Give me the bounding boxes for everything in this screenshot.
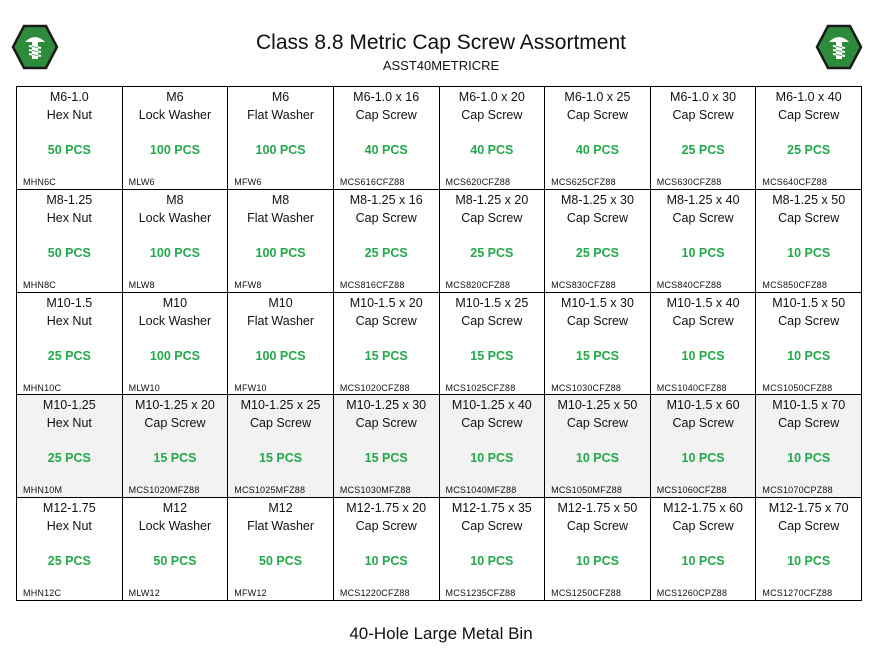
part-quantity: 10 PCS: [787, 245, 831, 260]
part-size: M12-1.75 x 35: [451, 501, 532, 516]
part-type: Cap Screw: [461, 210, 523, 225]
part-type: Hex Nut: [46, 210, 92, 225]
bin-cell: [545, 498, 651, 601]
bin-cell: [545, 87, 651, 190]
part-quantity: 100 PCS: [149, 143, 200, 157]
part-quantity: 10 PCS: [787, 554, 831, 569]
bin-cell: [440, 190, 546, 293]
part-number: MCS625CFZ88: [551, 177, 616, 187]
part-quantity: 25 PCS: [47, 554, 91, 569]
part-number: MCS620CFZ88: [445, 177, 511, 187]
part-size: M10-1.5 x 40: [666, 295, 740, 310]
part-quantity: 25 PCS: [364, 245, 408, 260]
part-type: Cap Screw: [355, 210, 417, 225]
part-quantity: 10 PCS: [364, 554, 408, 569]
part-size: M8-1.25 x 30: [560, 192, 634, 207]
part-type: Cap Screw: [672, 210, 734, 225]
bin-cell: [756, 293, 862, 396]
part-size: M10-1.5 x 70: [772, 398, 846, 413]
bin-cell: [228, 395, 334, 498]
part-size: M6-1.0: [49, 90, 89, 104]
part-quantity: 25 PCS: [681, 143, 725, 157]
part-number: MCS1030CFZ88: [551, 382, 622, 393]
part-size: M10-1.25 x 20: [134, 398, 215, 413]
part-size: M6: [271, 90, 290, 104]
part-quantity: 10 PCS: [470, 451, 514, 466]
part-number: MCS1030MFZ88: [339, 485, 411, 496]
part-size: M10-1.5 x 25: [455, 295, 529, 310]
part-quantity: 10 PCS: [681, 348, 725, 363]
part-size: M10: [162, 295, 188, 310]
part-size: M8-1.25 x 50: [772, 192, 846, 207]
part-type: Cap Screw: [566, 108, 628, 122]
part-type: Lock Washer: [138, 108, 212, 122]
part-type: Hex Nut: [46, 313, 92, 328]
part-type: Hex Nut: [46, 519, 92, 534]
part-number: MCS616CFZ88: [339, 177, 405, 187]
part-number: MCS820CFZ88: [445, 279, 511, 290]
part-size: M12-1.75 x 20: [346, 501, 427, 516]
part-type: Cap Screw: [778, 416, 840, 431]
bin-cell: [228, 87, 334, 190]
part-size: M10-1.25 x 50: [557, 398, 638, 413]
part-type: Cap Screw: [566, 416, 628, 431]
part-quantity: 50 PCS: [47, 245, 91, 260]
part-quantity: 25 PCS: [787, 143, 831, 157]
part-size: M12-1.75 x 70: [768, 501, 849, 516]
bin-grid: [16, 86, 862, 601]
part-quantity: 15 PCS: [470, 348, 514, 363]
part-size: M6-1.0 x 30: [670, 90, 737, 104]
bin-cell: [651, 293, 757, 396]
part-size: M12-1.75 x 60: [663, 501, 744, 516]
bin-cell: [334, 498, 440, 601]
part-size: M10-1.5: [46, 295, 93, 310]
part-type: Flat Washer: [247, 313, 315, 328]
part-number: MCS1020CFZ88: [339, 382, 410, 393]
bin-cell: [334, 87, 440, 190]
part-quantity: 100 PCS: [255, 143, 306, 157]
bin-cell: [123, 498, 229, 601]
part-size: M10-1.25 x 25: [240, 398, 321, 413]
bin-cell: [651, 498, 757, 601]
part-number: MCS1220CFZ88: [339, 588, 410, 599]
part-type: Cap Screw: [566, 313, 628, 328]
part-quantity: 100 PCS: [255, 348, 306, 363]
part-number: MCS1235CFZ88: [445, 588, 516, 599]
part-size: M10-1.25 x 40: [451, 398, 532, 413]
part-number: MLW8: [128, 279, 155, 290]
bin-cell: [17, 293, 123, 396]
bin-cell: [17, 87, 123, 190]
part-number: MLW10: [128, 382, 160, 393]
part-size: M8-1.25: [46, 192, 93, 207]
part-number: MHN10C: [23, 382, 62, 393]
part-size: M10-1.25: [42, 398, 96, 413]
bin-cell: [228, 498, 334, 601]
part-quantity: 10 PCS: [681, 451, 725, 466]
part-quantity: 50 PCS: [153, 554, 197, 569]
part-number: MCS1270CFZ88: [762, 588, 833, 599]
part-number: MLW12: [128, 588, 160, 599]
part-type: Cap Screw: [461, 108, 523, 122]
part-quantity: 25 PCS: [470, 245, 514, 260]
part-quantity: 100 PCS: [255, 245, 306, 260]
part-size: M12-1.75 x 50: [557, 501, 638, 516]
bin-cell: [334, 395, 440, 498]
part-size: M10-1.5 x 20: [349, 295, 423, 310]
part-number: MCS816CFZ88: [339, 279, 405, 290]
part-size: M12: [162, 501, 188, 516]
part-quantity: 10 PCS: [575, 554, 619, 569]
part-size: M12-1.75: [42, 501, 96, 516]
part-quantity: 15 PCS: [575, 348, 619, 363]
footer-caption: 40-Hole Large Metal Bin: [349, 624, 533, 643]
part-number: MCS1020MFZ88: [128, 485, 200, 496]
part-quantity: 10 PCS: [575, 451, 619, 466]
part-size: M6-1.0 x 40: [775, 90, 842, 104]
bin-cell: [756, 395, 862, 498]
assortment-code: ASST40METRICRE: [382, 58, 500, 73]
part-type: Cap Screw: [778, 108, 840, 122]
part-quantity: 10 PCS: [470, 554, 514, 569]
bin-cell: [123, 87, 229, 190]
part-number: MCS1025CFZ88: [445, 382, 516, 393]
bin-cell: [545, 293, 651, 396]
part-number: MCS1040CFZ88: [656, 382, 727, 393]
part-number: MCS1070CPZ88: [762, 485, 833, 496]
bin-cell: [545, 395, 651, 498]
part-quantity: 25 PCS: [575, 245, 619, 260]
part-size: M8-1.25 x 40: [666, 192, 740, 207]
page-title: Class 8.8 Metric Cap Screw Assortment: [256, 31, 626, 54]
part-type: Flat Washer: [247, 108, 315, 122]
bin-cell: [334, 293, 440, 396]
part-size: M8: [166, 192, 184, 207]
part-size: M6: [166, 90, 184, 104]
part-number: MCS640CFZ88: [762, 177, 828, 187]
part-number: MCS1050MFZ88: [551, 485, 623, 496]
part-number: MHN12C: [23, 588, 62, 599]
part-type: Cap Screw: [778, 210, 840, 225]
part-number: MCS1050CFZ88: [762, 382, 833, 393]
part-number: MCS1250CFZ88: [551, 588, 622, 599]
part-type: Cap Screw: [461, 313, 523, 328]
bin-cell: [756, 87, 862, 190]
part-size: M12: [268, 501, 293, 516]
part-quantity: 25 PCS: [47, 451, 91, 466]
part-number: MCS1040MFZ88: [445, 485, 517, 496]
part-size: M10: [268, 295, 293, 310]
part-size: M6-1.0 x 20: [458, 90, 525, 104]
part-size: M8-1.25 x 16: [349, 192, 423, 207]
part-size: M10-1.25 x 30: [346, 398, 427, 413]
bin-cell: [440, 87, 546, 190]
bin-cell: [440, 293, 546, 396]
part-type: Cap Screw: [461, 416, 523, 431]
part-type: Cap Screw: [249, 416, 312, 431]
bin-cell: [17, 395, 123, 498]
part-size: M6-1.0 x 25: [564, 90, 631, 104]
bin-cell: [756, 190, 862, 293]
part-number: MFW12: [234, 588, 267, 599]
part-type: Cap Screw: [355, 108, 417, 122]
part-number: MCS830CFZ88: [551, 279, 616, 290]
part-number: MCS1025MFZ88: [234, 485, 306, 496]
bin-cell: [756, 498, 862, 601]
part-quantity: 100 PCS: [149, 245, 200, 260]
part-number: MLW6: [128, 177, 155, 187]
part-quantity: 15 PCS: [364, 348, 408, 363]
part-number: MFW8: [234, 279, 262, 290]
part-quantity: 100 PCS: [149, 348, 200, 363]
part-quantity: 15 PCS: [153, 451, 197, 466]
bin-cell: [228, 293, 334, 396]
part-number: MHN8C: [23, 279, 57, 290]
part-number: MCS1060CFZ88: [656, 485, 727, 496]
part-type: Cap Screw: [672, 416, 734, 431]
part-type: Cap Screw: [355, 313, 417, 328]
bin-cell: [334, 190, 440, 293]
part-type: Hex Nut: [46, 108, 92, 122]
part-type: Cap Screw: [355, 416, 417, 431]
part-quantity: 10 PCS: [787, 451, 831, 466]
part-size: M8: [271, 192, 290, 207]
part-type: Cap Screw: [461, 519, 523, 534]
part-size: M10-1.5 x 30: [560, 295, 634, 310]
bin-cell: [123, 395, 229, 498]
bin-cell: [123, 190, 229, 293]
part-type: Lock Washer: [138, 313, 212, 328]
bin-cell: [228, 190, 334, 293]
part-type: Cap Screw: [672, 519, 734, 534]
part-size: M10-1.5 x 50: [772, 295, 846, 310]
part-type: Cap Screw: [778, 313, 840, 328]
part-type: Cap Screw: [672, 313, 734, 328]
bin-cell: [545, 190, 651, 293]
bin-cell: [440, 498, 546, 601]
part-size: M8-1.25 x 20: [455, 192, 529, 207]
part-type: Flat Washer: [247, 519, 315, 534]
bin-cell: [123, 293, 229, 396]
part-type: Lock Washer: [138, 519, 212, 534]
bin-cell: [651, 395, 757, 498]
part-quantity: 15 PCS: [364, 451, 408, 466]
part-number: MCS850CFZ88: [762, 279, 828, 290]
bin-cell: [651, 87, 757, 190]
part-number: MHN10M: [23, 485, 63, 496]
part-quantity: 10 PCS: [787, 348, 831, 363]
part-quantity: 25 PCS: [47, 348, 91, 363]
bin-cell: [17, 190, 123, 293]
part-size: M6-1.0 x 16: [353, 90, 420, 104]
bin-cell: [651, 190, 757, 293]
part-number: MCS630CFZ88: [656, 177, 722, 187]
part-number: MCS840CFZ88: [656, 279, 722, 290]
part-type: Cap Screw: [672, 108, 734, 122]
part-type: Hex Nut: [46, 416, 92, 431]
part-number: MHN6C: [23, 177, 57, 187]
part-quantity: 10 PCS: [681, 245, 725, 260]
bin-cell: [17, 498, 123, 601]
part-quantity: 10 PCS: [681, 554, 725, 569]
part-quantity: 40 PCS: [470, 143, 514, 157]
part-type: Flat Washer: [247, 210, 315, 225]
part-type: Lock Washer: [138, 210, 212, 225]
part-number: MFW10: [234, 382, 267, 393]
part-quantity: 50 PCS: [259, 554, 303, 569]
part-quantity: 40 PCS: [364, 143, 408, 157]
part-type: Cap Screw: [566, 519, 628, 534]
part-number: MFW6: [234, 177, 262, 187]
part-type: Cap Screw: [566, 210, 628, 225]
part-size: M10-1.5 x 60: [666, 398, 740, 413]
part-number: MCS1260CPZ88: [656, 588, 728, 599]
part-quantity: 50 PCS: [47, 143, 91, 157]
part-quantity: 40 PCS: [575, 143, 619, 157]
part-quantity: 15 PCS: [259, 451, 303, 466]
bin-cell: [440, 395, 546, 498]
part-type: Cap Screw: [144, 416, 206, 431]
part-type: Cap Screw: [355, 519, 417, 534]
part-type: Cap Screw: [778, 519, 840, 534]
